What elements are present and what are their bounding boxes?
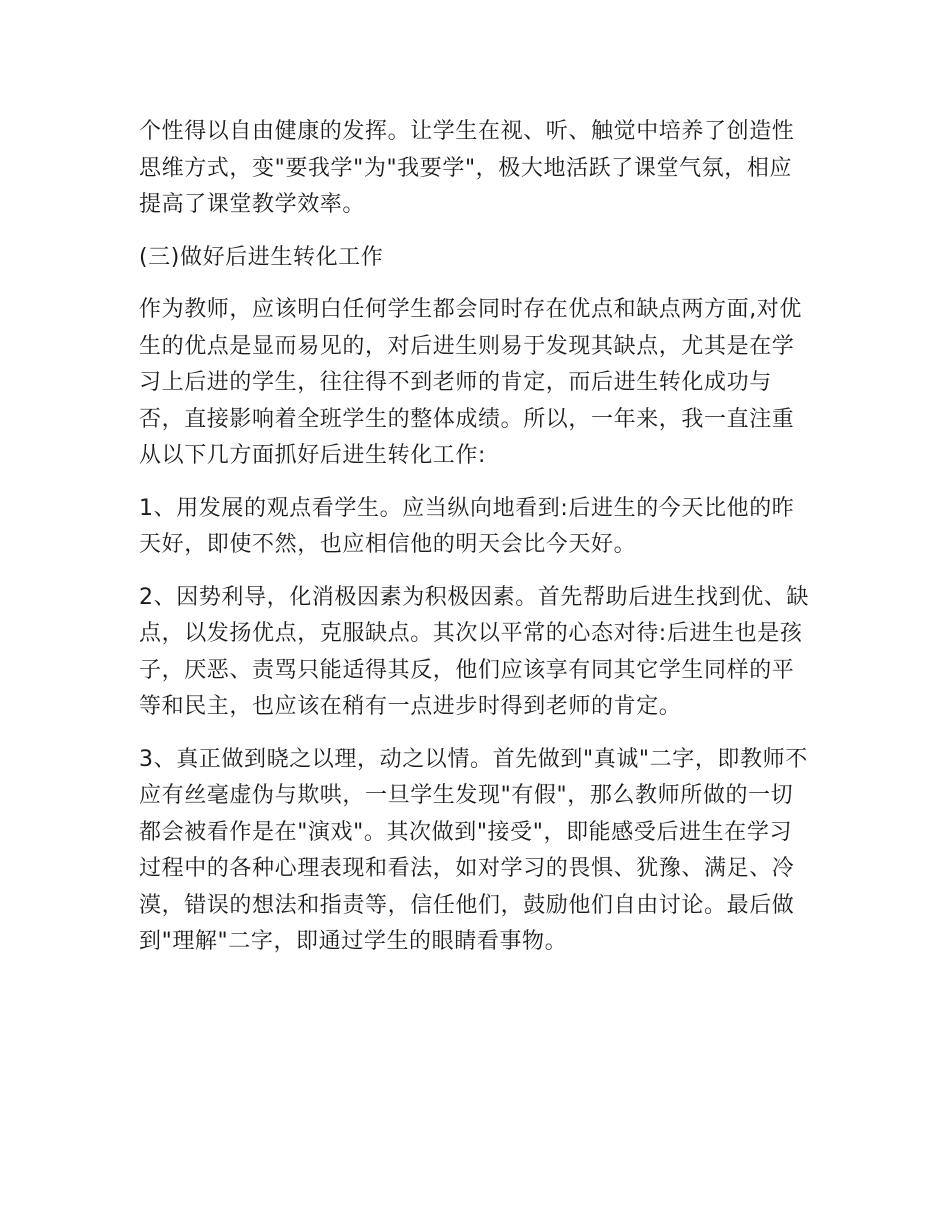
paragraph-point-3: 3、真正做到晓之以理，动之以情。首先做到"真诚"二字，即教师不应有丝毫虚伪与欺哄，一旦学生发现"有假"，那么教师所做的一切都会被看作是在"演戏"。其次做到"接受"，即能感受后进生在学习过程中的各种心理表现和看法，如对学习的畏惧、犹豫、满足、冷漠，错误的想法和指责等，信任他们，鼓励他们自由讨论。最后做到"理解"二字，即通过学生的眼睛看事物。: [139, 746, 808, 954]
paragraph-intro-continuation: 个性得以自由健康的发挥。让学生在视、听、触觉中培养了创造性思维方式，变"要我学"为"我要学"，极大地活跃了课堂气氛，相应提高了课堂教学效率。: [139, 119, 795, 217]
section-heading-3: (三)做好后进生转化工作: [139, 244, 384, 270]
paragraph-point-2: 2、因势利导，化消极因素为积极因素。首先帮助后进生找到优、缺点，以发扬优点，克服缺点。其次以平常的心态对待:后进生也是孩子，厌恶、责骂只能适得其反，他们应该享有同其它学生同样的平等和民主，也应该在稍有一点进步时得到老师的肯定。: [139, 584, 809, 719]
paragraph-teacher-role: 作为教师，应该明白任何学生都会同时存在优点和缺点两方面,对优生的优点是显而易见的，对后进生则易于发现其缺点，尤其是在学习上后进的学生，往往得不到老师的肯定，而后进生转化成功与否，直接影响着全班学生的整体成绩。所以，一年来，我一直注重从以下几方面抓好后进生转化工作:: [139, 297, 802, 468]
paragraph-point-1: 1、用发展的观点看学生。应当纵向地看到:后进生的今天比他的昨天好，即使不然，也应相信他的明天会比今天好。: [139, 495, 795, 557]
document-body: [139, 114, 811, 977]
